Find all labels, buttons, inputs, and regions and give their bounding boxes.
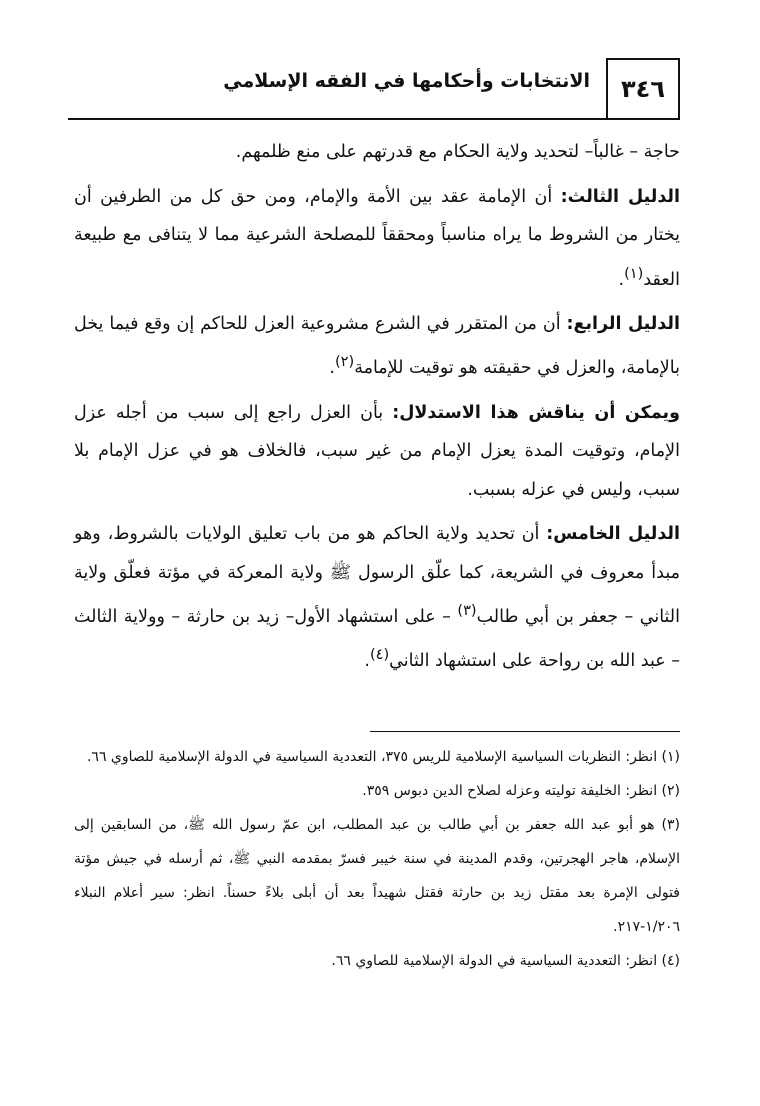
footnote-4: (٤) انظر: التعددية السياسية في الدولة الإسلامية للصاوي ٦٦. <box>331 953 680 969</box>
footnote-ref-2: (٢) <box>334 353 355 371</box>
paragraph-2-lead: الدليل الثالث: <box>560 186 681 207</box>
paragraph-1: حاجة – غالباً– لتحديد ولاية الحكام مع قدرتهم على منع ظلمهم. <box>235 142 680 162</box>
footnote-2: (٢) انظر: الخليفة توليته وعزله لصلاح الدين دبوس ٣٥٩. <box>362 783 680 799</box>
paragraph-5 <box>74 515 680 681</box>
paragraph-5-lead: الدليل الخامس: <box>546 524 680 545</box>
footnote-ref-1: (١) <box>624 264 644 282</box>
footnote-ref-3: (٣) <box>457 602 477 620</box>
paragraph-5-text-a: أن تحديد ولاية الحاكم هو من باب تعليق الولايات بالشروط، وهو مبدأ معروف في الشريعة، كما علّق الرسول ﷺ ولاية المعركة في مؤتة فعلّق ولاية الثاني – جعفر بن أبي طالب <box>74 524 680 627</box>
paragraph-4-text: بأن العزل راجع إلى سبب من أجله عزل الإمام، وتوقيت المدة يعزل الإمام من غير سبب، فالخلاف هو في عزل الإمام بلا سبب، وليس في عزله بسبب. <box>74 402 680 500</box>
footnote-separator <box>370 731 680 732</box>
paragraph-5-end: . <box>364 651 370 672</box>
footnote-3: (٣) هو أبو عبد الله جعفر بن أبي طالب بن عبد المطلب، ابن عمّ رسول الله ﷺ، من السابقين إلى الإسلام، هاجر الهجرتين، وقدم المدينة في سنة خيبر فسرّ بمقدمه النبي ﷺ، ثم أرسله في جيش مؤتة فتولى الإمرة بعد مقتل زيد بن حارثة فقتل شهيداً بعد أن أبلى بلاءً حسناً. انظر: سير أعلام النبلاء ١/٢٠٦-٢١٧. <box>74 817 680 935</box>
page-header <box>68 58 680 120</box>
paragraph-2-text: أن الإمامة عقد بين الأمة والإمام، ومن حق كل من الطرفين أن يختار من الشروط ما يراه مناسباً ومحققاً للمصلحة الشرعية مما لا يتنافى مع طبيعة العقد <box>74 186 680 290</box>
paragraph-3-lead: الدليل الرابع: <box>566 313 680 334</box>
paragraph-2 <box>74 178 680 299</box>
header-rule <box>68 118 680 120</box>
paragraph-4 <box>74 394 680 510</box>
paragraph-3-end: . <box>329 358 335 379</box>
paragraph-3-text: أن من المتقرر في الشرع مشروعية العزل للحاكم إن وقع فيما يخل بالإمامة، والعزل في حقيقته هو توقيت للإمامة <box>74 313 680 379</box>
page-number: ٣٤٦ <box>606 58 680 118</box>
footnote-1: (١) انظر: النظريات السياسية الإسلامية للريس ٣٧٥، التعددية السياسية في الدولة الإسلامية للصاوي ٦٦. <box>86 749 680 765</box>
footnote-ref-4: (٤) <box>369 646 390 664</box>
running-title: الانتخابات وأحكامها في الفقه الإسلامي <box>223 70 590 92</box>
paragraph-2-end: . <box>618 269 625 290</box>
paragraph-3 <box>74 305 680 388</box>
paragraph-4-lead: ويمكن أن يناقش هذا الاستدلال: <box>392 402 681 423</box>
paragraph-5-text-b: – على استشهاد الأول– زيد بن حارثة – وولاية الثالث – عبد الله بن رواحة على استشهاد الثاني <box>74 606 680 672</box>
footnotes <box>74 740 680 978</box>
main-text <box>74 133 680 687</box>
